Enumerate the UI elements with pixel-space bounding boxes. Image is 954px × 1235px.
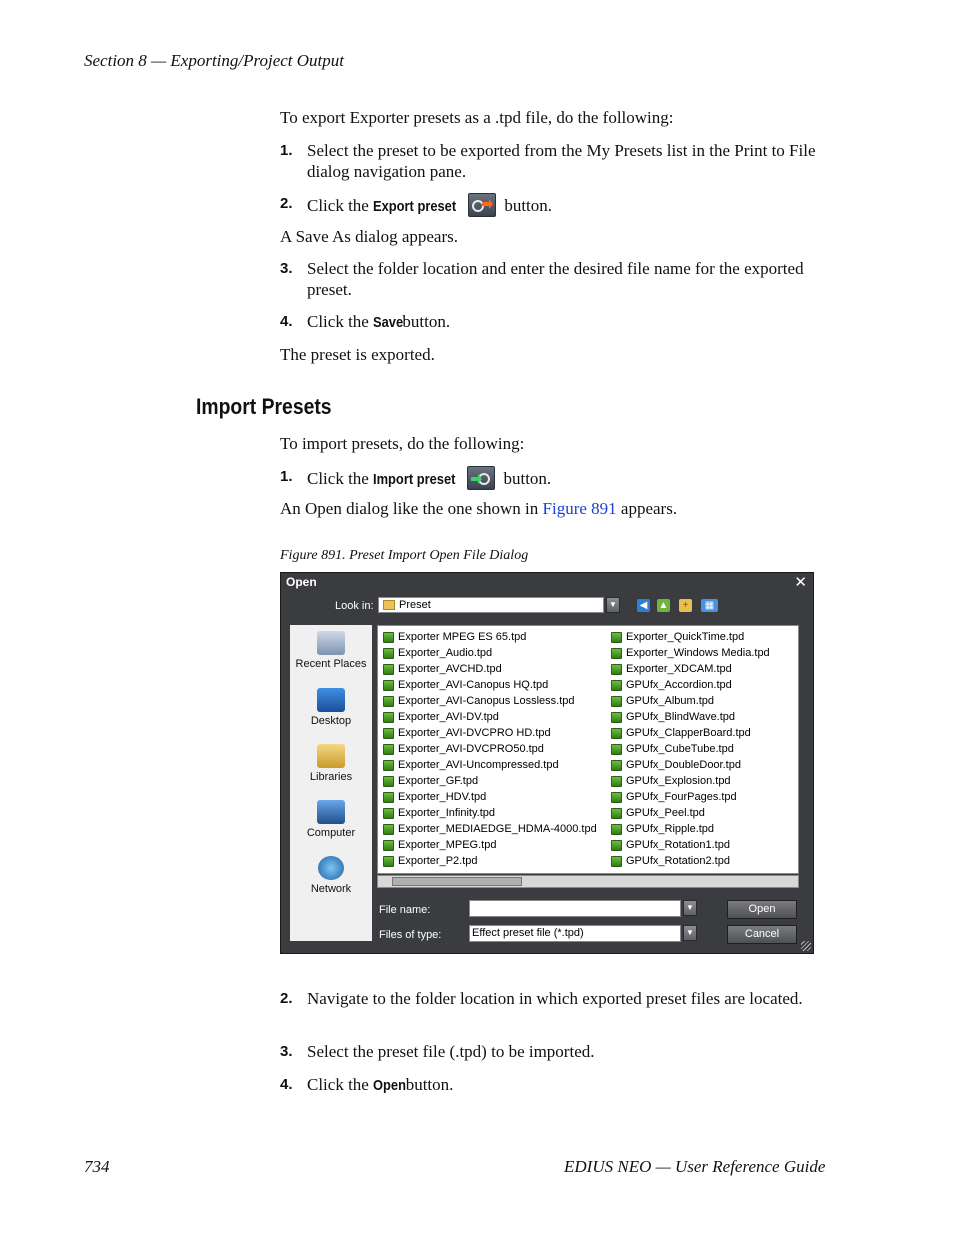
list-item[interactable]: [381, 693, 575, 709]
file-name: Exporter_GF.tpd: [398, 775, 479, 787]
preset-file-icon: [611, 792, 622, 803]
list-item[interactable]: [381, 741, 544, 757]
preset-file-icon: [611, 632, 622, 643]
file-name: Exporter_QuickTime.tpd: [626, 631, 745, 643]
preset-file-icon: [383, 856, 394, 867]
export-intro: To export Exporter presets as a .tpd file, do the following:: [280, 108, 674, 127]
file-list: [377, 625, 799, 874]
step-number: 4.: [280, 313, 293, 330]
list-item[interactable]: [609, 853, 730, 869]
files-of-type-select[interactable]: Effect preset file (*.tpd): [469, 925, 681, 942]
preset-file-icon: [611, 776, 622, 787]
list-item[interactable]: [381, 805, 495, 821]
ui-term-open: Open: [373, 1077, 407, 1094]
recent-places-icon: [317, 631, 345, 655]
place-recent-places[interactable]: [290, 631, 372, 670]
preset-file-icon: [383, 648, 394, 659]
list-item[interactable]: [381, 773, 478, 789]
file-name: Exporter_AVI-Canopus Lossless.tpd: [398, 695, 575, 707]
list-item[interactable]: [609, 789, 737, 805]
preset-file-icon: [383, 824, 394, 835]
place-label: Network: [310, 883, 352, 895]
file-name: Exporter MPEG ES 65.tpd: [398, 631, 527, 643]
open-file-dialog: [280, 572, 814, 954]
step-number: 3.: [280, 260, 293, 277]
file-name: GPUfx_Explosion.tpd: [626, 775, 731, 787]
preset-file-icon: [611, 664, 622, 675]
list-item[interactable]: [381, 725, 551, 741]
place-label: Desktop: [310, 715, 352, 727]
preset-file-icon: [611, 728, 622, 739]
preset-file-icon: [383, 632, 394, 643]
chevron-down-icon[interactable]: ▼: [683, 925, 697, 941]
file-name: GPUfx_CubeTube.tpd: [626, 743, 734, 755]
step-text-pre: Click the: [307, 196, 369, 215]
list-item[interactable]: [609, 629, 744, 645]
file-name: Exporter_Windows Media.tpd: [626, 647, 770, 659]
step-text-post: button.: [503, 469, 552, 488]
preset-file-icon: [611, 840, 622, 851]
up-folder-icon[interactable]: ▲: [658, 600, 669, 611]
libraries-icon: [317, 744, 345, 768]
step-text: Navigate to the folder location in which exported preset files are located.: [307, 989, 803, 1008]
step-text-pre: Click the: [307, 1075, 369, 1094]
list-item[interactable]: [381, 645, 492, 661]
export-step-4: [280, 311, 850, 333]
preset-file-icon: [383, 760, 394, 771]
back-icon[interactable]: ◀: [637, 599, 650, 612]
file-name-input[interactable]: [469, 900, 681, 917]
desktop-icon: [317, 688, 345, 712]
import-step-4: [280, 1074, 850, 1096]
preset-file-icon: [611, 808, 622, 819]
list-item[interactable]: [609, 837, 730, 853]
step-text: Select the preset to be exported from the My Presets list in the Print to File dialog navigation pane.: [307, 141, 816, 181]
step-text: Select the folder location and enter the desired file name for the exported preset.: [307, 259, 804, 299]
preset-file-icon: [383, 808, 394, 819]
preset-file-icon: [383, 744, 394, 755]
list-item[interactable]: [609, 725, 751, 741]
list-item[interactable]: [609, 693, 714, 709]
file-name: Exporter_Infinity.tpd: [398, 807, 496, 819]
new-folder-icon[interactable]: +: [679, 599, 692, 612]
preset-file-icon: [383, 696, 394, 707]
import-step-1: [280, 466, 850, 490]
cancel-button[interactable]: Cancel: [727, 925, 797, 944]
file-name: Exporter_HDV.tpd: [398, 791, 487, 803]
view-menu-icon[interactable]: ▦: [701, 599, 718, 612]
preset-file-icon: [611, 648, 622, 659]
file-name: Exporter_AVCHD.tpd: [398, 663, 502, 675]
list-item[interactable]: [609, 677, 732, 693]
list-item[interactable]: [381, 789, 486, 805]
close-icon[interactable]: ✕: [794, 574, 807, 591]
file-name: Exporter_AVI-DVCPRO50.tpd: [398, 743, 544, 755]
file-name: Exporter_AVI-DV.tpd: [398, 711, 499, 723]
figure-caption: Figure 891. Preset Import Open File Dialog: [280, 548, 529, 563]
place-label: Libraries: [309, 771, 353, 783]
ui-term-export-preset: Export preset: [373, 198, 457, 215]
file-name: GPUfx_Ripple.tpd: [626, 823, 715, 835]
ui-term-import-preset: Import preset: [373, 471, 456, 488]
export-step-2: [280, 193, 850, 217]
preset-file-icon: [611, 824, 622, 835]
file-name: GPUfx_Peel.tpd: [626, 807, 705, 819]
open-button[interactable]: Open: [727, 900, 797, 919]
step-text-post: button.: [405, 1075, 454, 1094]
step-text-post: button.: [402, 312, 451, 331]
export-step-3: [280, 258, 850, 300]
save-as-note: A Save As dialog appears.: [280, 227, 458, 246]
preset-file-icon: [611, 680, 622, 691]
look-in-select[interactable]: [378, 597, 604, 613]
dialog-title: Open: [286, 575, 317, 589]
preset-file-icon: [611, 744, 622, 755]
list-item[interactable]: [381, 661, 502, 677]
footer-title: EDIUS NEO — User Reference Guide: [564, 1157, 826, 1176]
file-name: GPUfx_Rotation2.tpd: [626, 855, 730, 867]
step-number: 2.: [280, 195, 293, 212]
file-name: GPUfx_BlindWave.tpd: [626, 711, 736, 723]
file-name: Exporter_P2.tpd: [398, 855, 478, 867]
places-bar: [290, 625, 372, 941]
preset-file-icon: [611, 760, 622, 771]
file-name: GPUfx_FourPages.tpd: [626, 791, 737, 803]
file-name-label: File name:: [379, 904, 431, 916]
list-item[interactable]: [609, 757, 741, 773]
file-name: Exporter_AVI-DVCPRO HD.tpd: [398, 727, 551, 739]
list-item[interactable]: [609, 645, 770, 661]
preset-file-icon: [611, 856, 622, 867]
folder-icon: [383, 600, 395, 610]
import-preset-icon: [467, 466, 495, 490]
note-text-post: appears.: [620, 499, 678, 518]
import-step-3: [280, 1041, 850, 1062]
place-network[interactable]: [290, 856, 372, 895]
step-text-post: button.: [504, 196, 553, 215]
export-preset-icon: [468, 193, 496, 217]
note-text-pre: An Open dialog like the one shown in: [280, 499, 539, 518]
step-number: 1.: [280, 142, 293, 159]
page-number: 734: [84, 1157, 110, 1176]
file-name: Exporter_AVI-Uncompressed.tpd: [398, 759, 559, 771]
network-icon: [318, 856, 344, 880]
file-name: GPUfx_Album.tpd: [626, 695, 715, 707]
preset-file-icon: [383, 776, 394, 787]
preset-file-icon: [383, 664, 394, 675]
preset-file-icon: [383, 680, 394, 691]
preset-file-icon: [611, 696, 622, 707]
preset-file-icon: [611, 712, 622, 723]
file-name: Exporter_AVI-Canopus HQ.tpd: [398, 679, 549, 691]
open-dialog-note: [280, 498, 677, 519]
place-label: Computer: [306, 827, 356, 839]
ui-term-save: Save: [373, 314, 404, 331]
files-of-type-label: Files of type:: [379, 929, 442, 941]
preset-file-icon: [383, 840, 394, 851]
list-item[interactable]: [381, 821, 597, 837]
list-item[interactable]: [381, 757, 559, 773]
list-item[interactable]: [381, 677, 548, 693]
step-number: 3.: [280, 1043, 293, 1060]
place-libraries[interactable]: [290, 744, 372, 783]
exported-note: The preset is exported.: [280, 345, 435, 364]
chevron-down-icon[interactable]: ▼: [683, 900, 697, 916]
list-item[interactable]: [381, 837, 496, 853]
step-text-pre: Click the: [307, 469, 369, 488]
list-item[interactable]: [381, 709, 499, 725]
preset-file-icon: [383, 728, 394, 739]
file-name: GPUfx_Rotation1.tpd: [626, 839, 730, 851]
file-name: Exporter_Audio.tpd: [398, 647, 493, 659]
step-number: 2.: [280, 990, 293, 1007]
place-desktop[interactable]: [290, 688, 372, 727]
step-text: Select the preset file (.tpd) to be imported.: [307, 1042, 595, 1061]
list-item[interactable]: [609, 821, 714, 837]
scrollbar-thumb[interactable]: [392, 877, 522, 886]
list-item[interactable]: [381, 853, 478, 869]
figure-link[interactable]: Figure 891: [542, 499, 617, 518]
list-item[interactable]: [381, 629, 526, 645]
place-computer[interactable]: [290, 800, 372, 839]
look-in-value: Preset: [399, 599, 431, 611]
place-label: Recent Places: [295, 658, 367, 670]
step-number: 1.: [280, 468, 293, 485]
list-item[interactable]: [609, 661, 732, 677]
step-text-pre: Click the: [307, 312, 369, 331]
export-step-1: [280, 140, 850, 182]
resize-grip-icon[interactable]: [801, 941, 811, 951]
list-item[interactable]: [609, 773, 731, 789]
step-number: 4.: [280, 1076, 293, 1093]
computer-icon: [317, 800, 345, 824]
section-heading: Import Presets: [196, 394, 332, 419]
file-name: GPUfx_ClapperBoard.tpd: [626, 727, 751, 739]
file-name: GPUfx_DoubleDoor.tpd: [626, 759, 741, 771]
list-item[interactable]: [609, 805, 705, 821]
file-name: Exporter_MEDIAEDGE_HDMA-4000.tpd: [398, 823, 597, 835]
section-header: Section 8 — Exporting/Project Output: [84, 51, 344, 70]
file-name: Exporter_XDCAM.tpd: [626, 663, 732, 675]
horizontal-scrollbar[interactable]: [377, 875, 799, 888]
import-intro: To import presets, do the following:: [280, 434, 525, 453]
preset-file-icon: [383, 792, 394, 803]
list-item[interactable]: [609, 741, 734, 757]
import-step-2: [280, 988, 850, 1009]
list-item[interactable]: [609, 709, 735, 725]
chevron-down-icon[interactable]: ▼: [606, 597, 620, 613]
preset-file-icon: [383, 712, 394, 723]
file-name: GPUfx_Accordion.tpd: [626, 679, 732, 691]
file-name: Exporter_MPEG.tpd: [398, 839, 497, 851]
look-in-label: Look in:: [335, 600, 374, 612]
